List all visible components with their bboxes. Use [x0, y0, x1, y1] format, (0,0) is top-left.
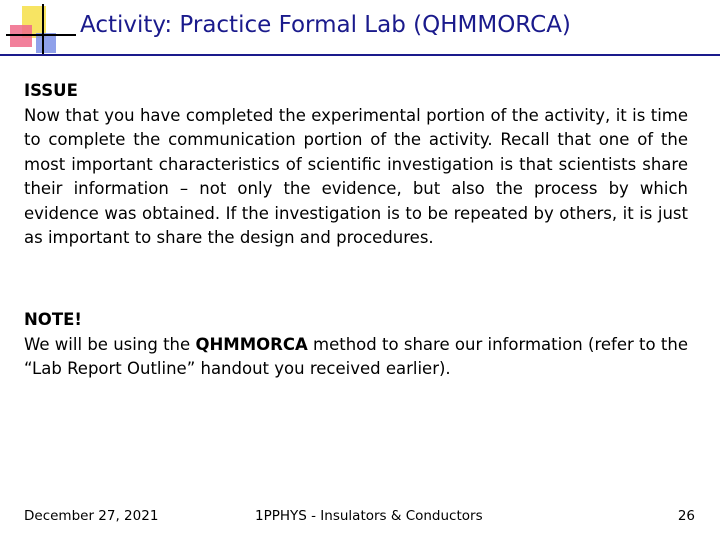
logo-vertical-line	[42, 4, 44, 56]
note-paragraph	[24, 333, 688, 382]
logo-horizontal-line	[6, 34, 76, 36]
slide-title: Activity: Practice Formal Lab (QHMMORCA)	[80, 12, 571, 38]
footer-page-number: 26	[677, 508, 695, 524]
issue-heading: ISSUE	[24, 81, 78, 100]
note-text-after: method to share our information (refer to the “Lab Report Outline” handout you received earlier).	[24, 334, 688, 378]
footer-course: 1PPHYS - Insulators & Conductors	[255, 508, 483, 524]
logo-blue-square	[36, 33, 56, 53]
note-section	[24, 308, 688, 382]
issue-paragraph: Now that you have completed the experimental portion of the activity, it is time to complete the communication portion of the activity. Recall that one of the most important characteristics of scientific investigation is that scientists share their information – not only the evidence, but also the process by which evidence was obtained. If the investigation is to be repeated by others, it is just as important to share the design and procedures.	[24, 105, 688, 247]
note-heading: NOTE!	[24, 310, 82, 329]
method-name: QHMMORCA	[195, 334, 308, 354]
footer-date: December 27, 2021	[24, 508, 159, 524]
title-divider	[0, 54, 720, 56]
note-text-before: We will be using the	[24, 334, 196, 354]
issue-section	[24, 79, 688, 251]
logo-red-square	[10, 25, 32, 47]
slide-logo-icon	[0, 0, 80, 60]
